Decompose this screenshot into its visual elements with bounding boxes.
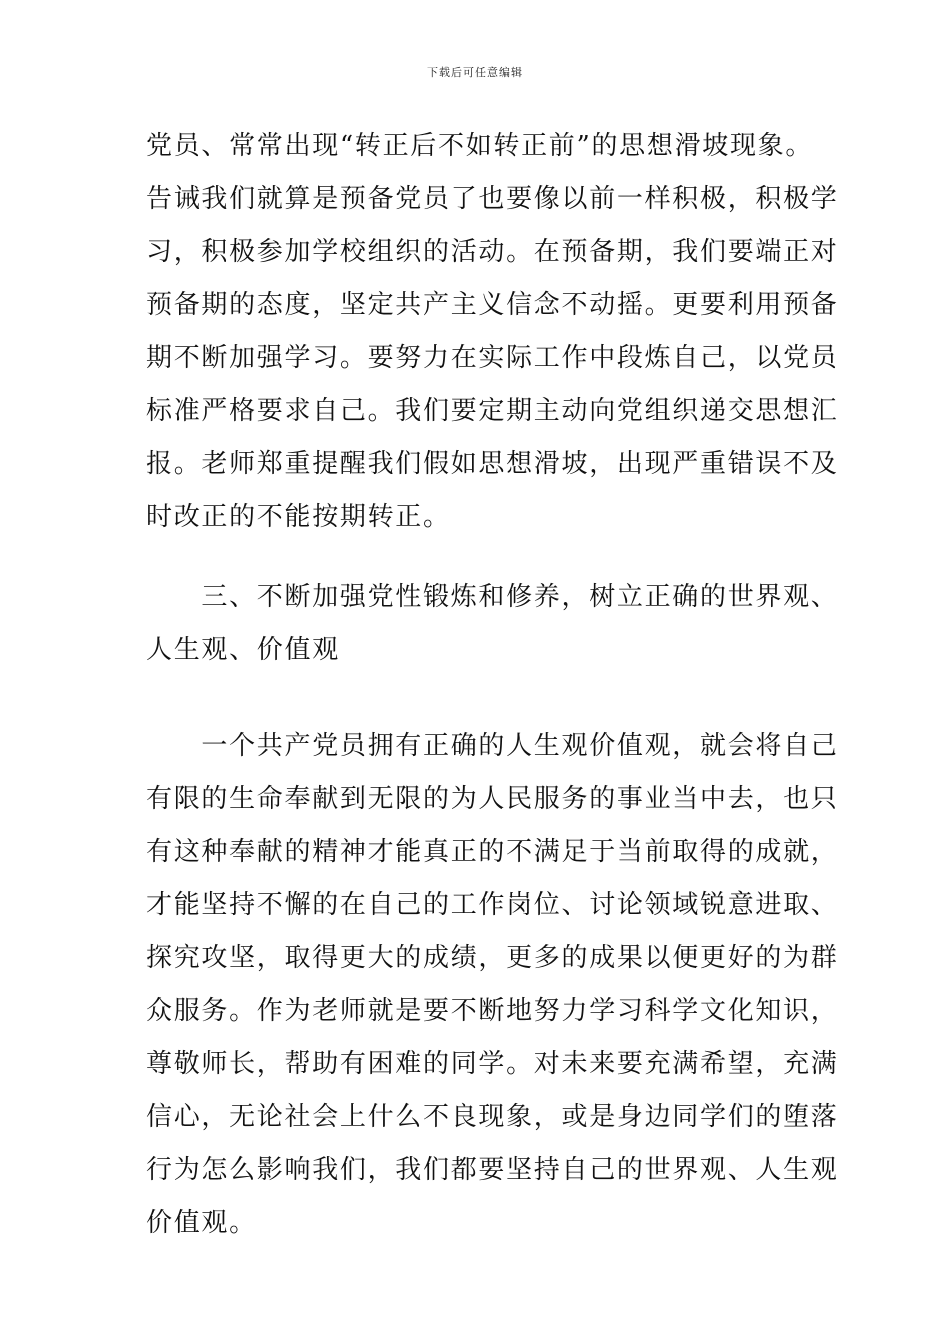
text-line: 期不断加强学习。要努力在实际工作中段炼自己，以党员 (146, 343, 839, 373)
text-line: 告诫我们就算是预备党员了也要像以前一样积极，积极学 (146, 184, 839, 214)
text-line: 探究攻坚，取得更大的成绩，更多的成果以便更好的为群 (146, 943, 839, 973)
text-line: 信心，无论社会上什么不良现象，或是身边同学们的堕落 (146, 1102, 839, 1132)
text-line: 一个共产党员拥有正确的人生观价值观，就会将自己 (146, 731, 839, 761)
paragraph-probation (146, 120, 839, 544)
text-line: 习，积极参加学校组织的活动。在预备期，我们要端正对 (146, 237, 839, 267)
section-heading (146, 571, 839, 677)
text-line: 有限的生命奉献到无限的为人民服务的事业当中去，也只 (146, 784, 839, 814)
text-line: 行为怎么影响我们，我们都要坚持自己的世界观、人生观 (146, 1155, 839, 1185)
text-line: 报。老师郑重提醒我们假如思想滑坡，出现严重错误不及 (146, 449, 839, 479)
text-line: 党员、常常出现“转正后不如转正前”的思想滑坡现象。 (146, 131, 814, 161)
header-note: 下载后可任意编辑 (427, 66, 523, 79)
text-line: 才能坚持不懈的在自己的工作岗位、讨论领域锐意进取、 (146, 890, 839, 920)
text-line: 有这种奉献的精神才能真正的不满足于当前取得的成就， (146, 837, 839, 867)
text-line: 尊敬师长，帮助有困难的同学。对未来要充满希望，充满 (146, 1049, 839, 1079)
heading-line: 三、不断加强党性锻炼和修养，树立正确的世界观、 (146, 582, 839, 612)
paragraph-values (146, 720, 839, 1250)
heading-line: 人生观、价值观 (146, 635, 340, 665)
text-line: 众服务。作为老师就是要不断地努力学习科学文化知识， (146, 996, 839, 1026)
text-line: 价值观。 (146, 1208, 257, 1238)
text-line: 预备期的态度，坚定共产主义信念不动摇。更要利用预备 (146, 290, 839, 320)
text-line: 标准严格要求自己。我们要定期主动向党组织递交思想汇 (146, 396, 839, 426)
text-line: 时改正的不能按期转正。 (146, 502, 451, 532)
